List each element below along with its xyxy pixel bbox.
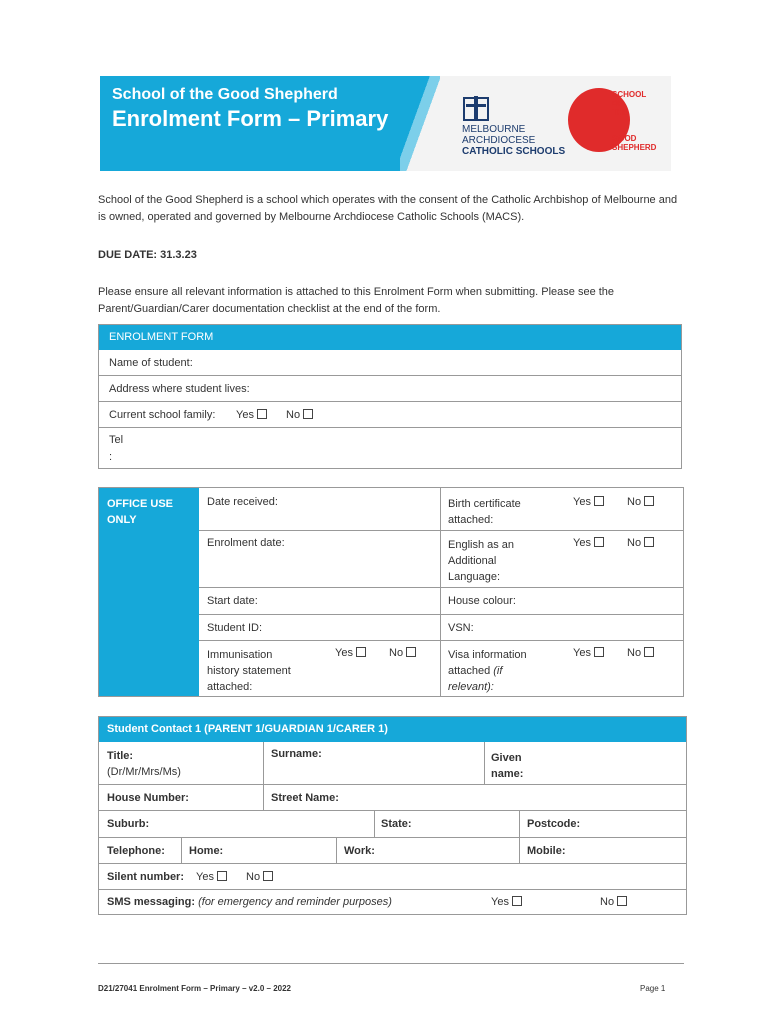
checkbox-icon[interactable] <box>257 409 267 419</box>
mobile-label[interactable]: Mobile: <box>527 845 566 857</box>
no-label: No <box>246 871 261 883</box>
office-use-table <box>98 487 684 697</box>
yes-label: Yes <box>573 537 591 549</box>
student-address-label: Address where student lives: <box>109 383 250 395</box>
yes-label: Yes <box>573 496 591 508</box>
house-colour-label[interactable]: House colour: <box>448 595 516 607</box>
no-label: No <box>600 896 615 908</box>
no-label: No <box>286 409 301 421</box>
state-label[interactable]: State: <box>381 818 412 830</box>
immunisation-label: Immunisation history statement attached: <box>207 649 291 693</box>
office-row-4 <box>199 615 683 641</box>
school-name: School of the Good Shepherd <box>112 86 338 103</box>
eal-yes[interactable] <box>573 537 604 549</box>
sms-note: (for emergency and reminder purposes) <box>198 896 392 908</box>
student-name-label: Name of student: <box>109 357 193 369</box>
office-row-2 <box>199 531 683 588</box>
student-address-row[interactable] <box>99 376 681 402</box>
checkbox-icon[interactable] <box>356 647 366 657</box>
contact-header <box>99 717 686 742</box>
sms-no[interactable] <box>600 896 627 908</box>
school-good-shepherd-logo <box>566 84 656 164</box>
work-phone-label[interactable]: Work: <box>344 845 375 857</box>
checkbox-icon[interactable] <box>217 871 227 881</box>
contact-row-telephone <box>99 838 686 864</box>
divider <box>263 742 264 784</box>
checkbox-icon[interactable] <box>303 409 313 419</box>
telephone-label: Telephone: <box>107 845 165 857</box>
vsn-label[interactable]: VSN: <box>448 622 474 634</box>
enrolment-header <box>99 325 681 350</box>
contact-row-address <box>99 785 686 811</box>
date-received-label[interactable]: Date received: <box>207 496 278 508</box>
tel-colon[interactable]: : <box>109 451 113 463</box>
silent-no[interactable] <box>246 871 273 883</box>
silent-number-label: Silent number: <box>107 871 185 883</box>
house-number-label[interactable]: House Number: <box>107 792 189 804</box>
sgs-logo-line-5: SHEPHERD <box>612 143 657 152</box>
divider <box>374 811 375 837</box>
contact-row-name <box>99 742 686 785</box>
visa-note: (if relevant): <box>448 665 503 693</box>
eal-label: English as an Additional Language: <box>448 539 515 583</box>
header-banner <box>100 76 671 171</box>
postcode-label[interactable]: Postcode: <box>527 818 581 830</box>
due-date: DUE DATE: 31.3.23 <box>98 249 197 261</box>
office-row-3 <box>199 588 683 615</box>
contact-header-label: Student Contact 1 (PARENT 1/GUARDIAN 1/CARER 1) <box>107 723 388 735</box>
banner-stripe <box>400 76 440 171</box>
office-row-1 <box>199 488 683 531</box>
sms-label-text: SMS messaging: <box>107 896 196 908</box>
yes-label: Yes <box>573 647 591 659</box>
enrolment-date-label[interactable]: Enrolment date: <box>207 537 285 549</box>
birth-cert-no[interactable] <box>627 496 654 508</box>
visa-label-text: Visa information attached <box>448 649 527 677</box>
footer-page-number: Page 1 <box>640 984 666 993</box>
checkbox-icon[interactable] <box>406 647 416 657</box>
tel-label: Tel <box>109 434 124 446</box>
current-family-no[interactable] <box>286 409 313 421</box>
birth-cert-yes[interactable] <box>573 496 604 508</box>
eal-no[interactable] <box>627 537 654 549</box>
checkbox-icon[interactable] <box>594 496 604 506</box>
title-options: (Dr/Mr/Mrs/Ms) <box>107 766 181 778</box>
student-contact-table <box>98 716 687 915</box>
visa-yes[interactable] <box>573 647 604 659</box>
sgs-logo-line-3: THE <box>612 108 628 117</box>
sgs-logo-line-4: GOOD <box>612 134 637 143</box>
sms-yes[interactable] <box>491 896 522 908</box>
no-label: No <box>627 647 642 659</box>
footer-divider <box>98 963 684 964</box>
intro-paragraph: School of the Good Shepherd is a school which operates with the consent of the Catholic Archbishop of Melbourne and is owned, operated and governed by Melbourne Archdiocese Catholic Schools (MACS). <box>98 194 678 223</box>
form-title: Enrolment Form – Primary <box>112 106 389 131</box>
student-name-row[interactable] <box>99 350 681 376</box>
divider <box>181 838 182 863</box>
footer-doc-ref: D21/27041 Enrolment Form – Primary – v2.0 – 2022 <box>98 984 291 993</box>
divider <box>336 838 337 863</box>
office-use-panel <box>99 488 199 696</box>
student-id-label[interactable]: Student ID: <box>207 622 263 634</box>
no-label: No <box>627 496 642 508</box>
title-label[interactable]: Title: <box>107 750 134 762</box>
immunisation-no[interactable] <box>389 647 416 659</box>
start-date-label[interactable]: Start date: <box>207 595 258 607</box>
silent-yes[interactable] <box>196 871 227 883</box>
street-name-label[interactable]: Street Name: <box>271 792 339 804</box>
enrolment-table <box>98 324 682 469</box>
yes-label: Yes <box>236 409 254 421</box>
contact-row-suburb <box>99 811 686 838</box>
current-family-yes[interactable] <box>236 409 267 421</box>
given-name-label[interactable]: Given name: <box>491 752 524 780</box>
macs-line-1: MELBOURNE <box>462 124 526 135</box>
macs-cross-icon <box>462 94 490 122</box>
checkbox-icon[interactable] <box>644 496 654 506</box>
divider <box>484 742 485 784</box>
yes-label: Yes <box>491 896 509 908</box>
immunisation-yes[interactable] <box>335 647 366 659</box>
divider <box>519 838 520 863</box>
sgs-logo-line-2: OF <box>612 99 624 108</box>
yes-label: Yes <box>335 647 353 659</box>
checkbox-icon[interactable] <box>617 896 627 906</box>
birth-cert-label: Birth certificate attached: <box>448 498 521 526</box>
checkbox-icon[interactable] <box>644 537 654 547</box>
current-family-label: Current school family: <box>109 409 216 421</box>
visa-label <box>448 647 548 695</box>
surname-label[interactable]: Surname: <box>271 748 322 760</box>
current-family-row <box>99 402 681 428</box>
no-label: No <box>389 647 404 659</box>
checkbox-icon[interactable] <box>594 647 604 657</box>
home-phone-label[interactable]: Home: <box>189 845 224 857</box>
divider <box>263 785 264 810</box>
contact-row-silent <box>99 864 686 890</box>
office-row-5 <box>199 641 683 696</box>
suburb-label[interactable]: Suburb: <box>107 818 150 830</box>
macs-line-2: ARCHDIOCESE <box>462 135 536 146</box>
no-label: No <box>627 537 642 549</box>
checkbox-icon[interactable] <box>644 647 654 657</box>
sms-label <box>107 896 392 908</box>
instructions-paragraph: Please ensure all relevant information is attached to this Enrolment Form when submitting. Please see the Parent/Guardian/Carer documentation checklist at the end of the form. <box>98 286 615 315</box>
visa-no[interactable] <box>627 647 654 659</box>
checkbox-icon[interactable] <box>594 537 604 547</box>
macs-logo <box>458 94 568 156</box>
macs-line-3: CATHOLIC SCHOOLS <box>462 146 566 157</box>
checkbox-icon[interactable] <box>512 896 522 906</box>
office-use-label: OFFICE USE ONLY <box>107 498 174 526</box>
checkbox-icon[interactable] <box>263 871 273 881</box>
sgs-logo-line-1: SCHOOL <box>612 90 647 99</box>
enrolment-header-label: ENROLMENT FORM <box>109 331 214 343</box>
contact-row-sms <box>99 890 686 914</box>
divider <box>519 811 520 837</box>
yes-label: Yes <box>196 871 214 883</box>
